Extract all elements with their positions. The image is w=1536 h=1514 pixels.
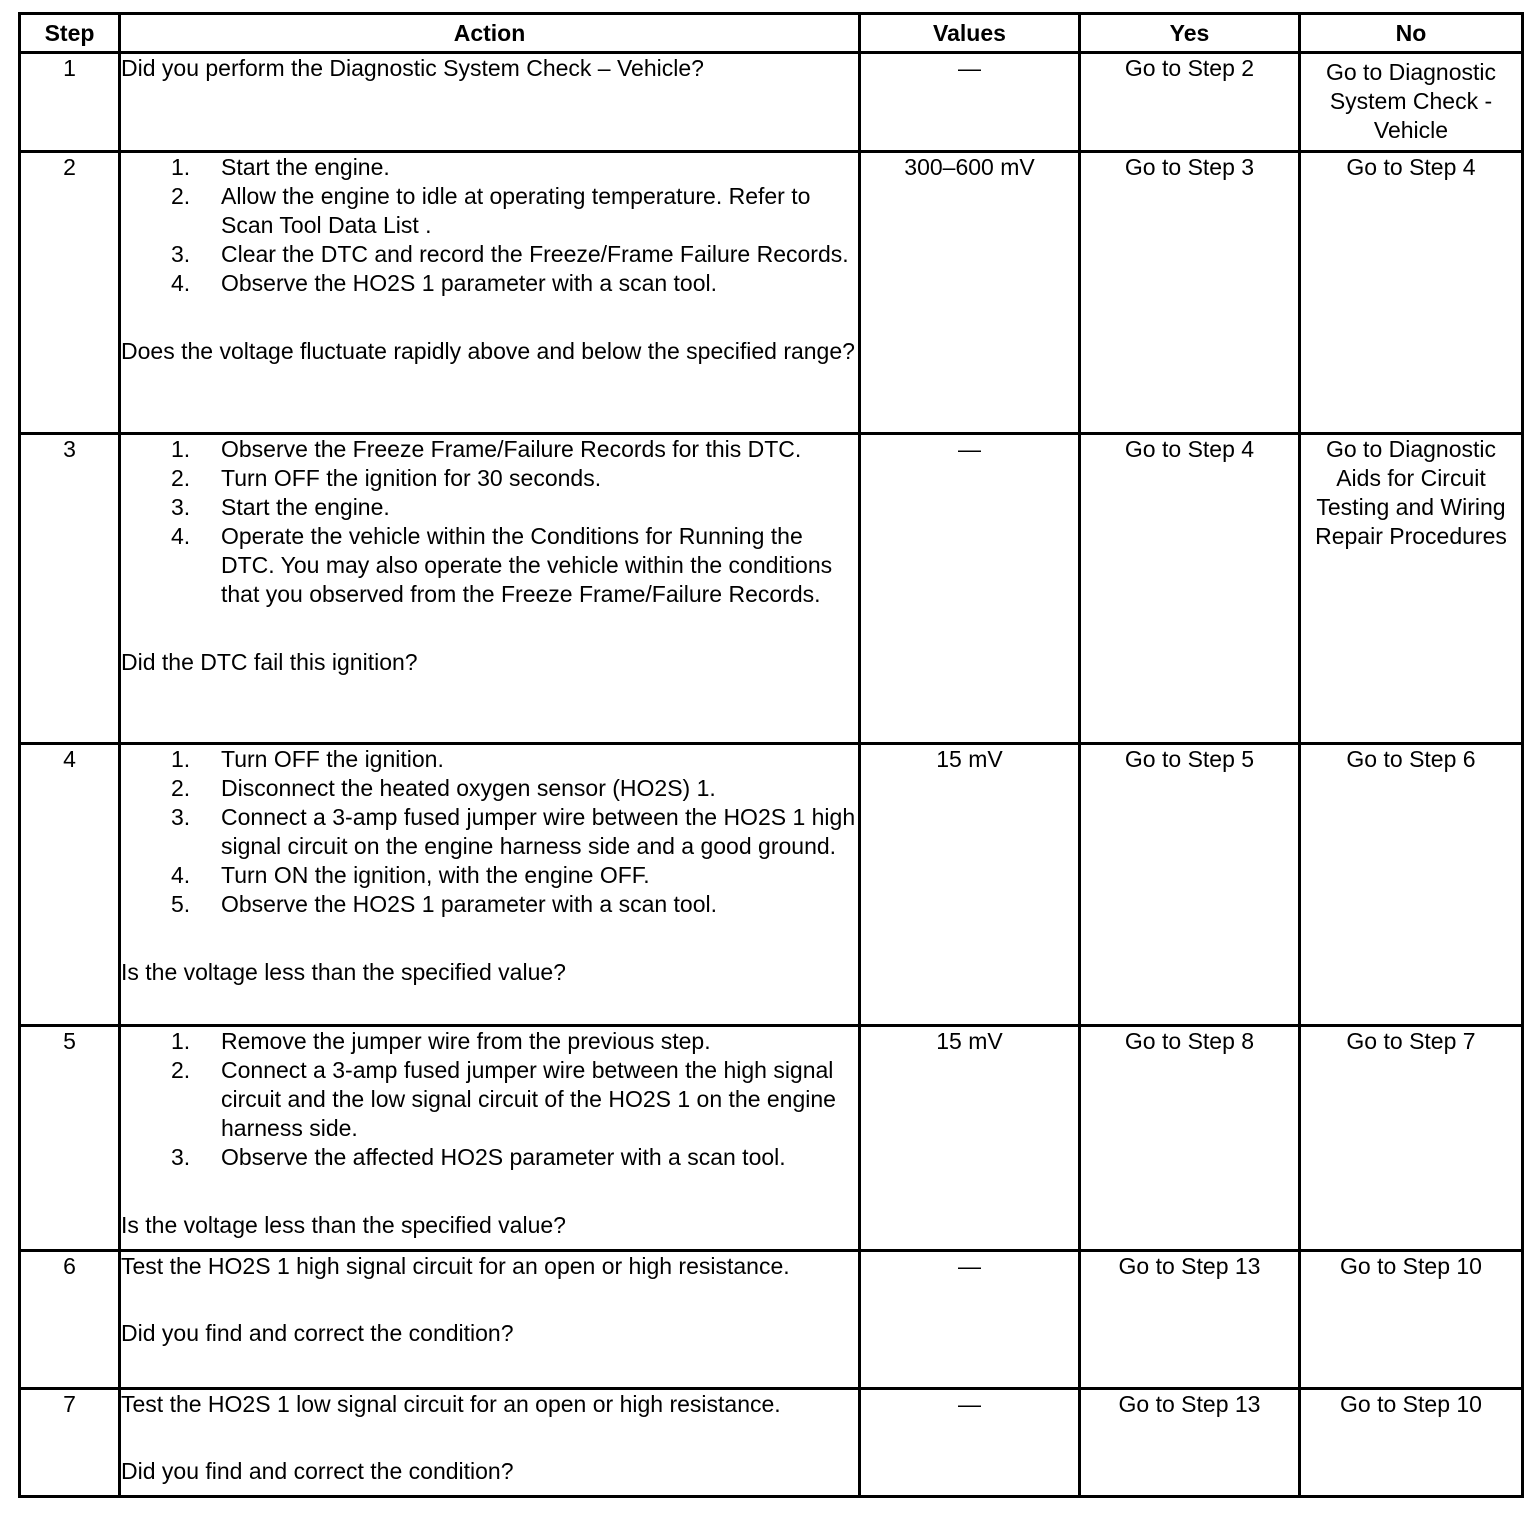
action-cell: [120, 152, 860, 434]
yes-cell: Go to Step 3: [1080, 152, 1300, 434]
yes-cell: Go to Step 5: [1080, 744, 1300, 1026]
list-item: 2. Disconnect the heated oxygen sensor (HO2S) 1.: [171, 775, 716, 801]
header-yes: Yes: [1080, 14, 1300, 53]
no-cell: Go to Step 4: [1300, 152, 1523, 434]
header-step: Step: [20, 14, 120, 53]
header-row: [20, 14, 1523, 53]
yes-cell: Go to Step 2: [1080, 53, 1300, 152]
step-number: 5: [20, 1026, 120, 1251]
list-item: 1. Observe the Freeze Frame/Failure Records for this DTC.: [171, 436, 802, 462]
header-values: Values: [860, 14, 1080, 53]
no-cell: Go to Step 6: [1300, 744, 1523, 1026]
list-item: 4. Turn ON the ignition, with the engine OFF.: [171, 862, 650, 888]
list-item: 3. Start the engine.: [171, 494, 390, 520]
yes-cell: Go to Step 8: [1080, 1026, 1300, 1251]
values-cell: 15 mV: [860, 1026, 1080, 1251]
table-row: [20, 1389, 1523, 1497]
action-cell: [120, 744, 860, 1026]
list-item: 4. Operate the vehicle within the Conditions for Running the DTC. You may also operate the vehicle within the conditions that you observed from the Freeze Frame/Failure Records.: [171, 523, 833, 607]
action-steps: [121, 153, 858, 298]
table-row: [20, 1251, 1523, 1389]
table-row: [20, 53, 1523, 152]
list-item: 3. Clear the DTC and record the Freeze/Frame Failure Records.: [171, 241, 849, 267]
list-item: 3. Connect a 3-amp fused jumper wire between the HO2S 1 high signal circuit on the engine harness side and a good ground.: [171, 804, 856, 859]
list-item: 1. Turn OFF the ignition.: [171, 746, 444, 772]
values-cell: —: [860, 434, 1080, 744]
table-row: [20, 1026, 1523, 1251]
action-steps: [121, 745, 858, 919]
action-cell: [120, 1026, 860, 1251]
yes-cell: Go to Step 4: [1080, 434, 1300, 744]
no-cell: [1300, 53, 1523, 152]
action-question: Does the voltage fluctuate rapidly above and below the specified range?: [121, 338, 855, 364]
action-cell: [120, 1389, 860, 1497]
no-cell: [1300, 434, 1523, 744]
action-question: Did you find and correct the condition?: [121, 1320, 514, 1346]
list-item: 2. Turn OFF the ignition for 30 seconds.: [171, 465, 602, 491]
step-number: 1: [20, 53, 120, 152]
action-steps: [121, 435, 858, 609]
step-number: 2: [20, 152, 120, 434]
action-question: Is the voltage less than the specified value?: [121, 959, 566, 985]
action-cell: [120, 53, 860, 152]
action-steps: [121, 1027, 858, 1172]
list-item: 3. Observe the affected HO2S parameter with a scan tool.: [171, 1144, 786, 1170]
step-number: 4: [20, 744, 120, 1026]
table-row: [20, 744, 1523, 1026]
diagnostic-table: [18, 12, 1524, 1498]
table-row: [20, 152, 1523, 434]
yes-cell: Go to Step 13: [1080, 1389, 1300, 1497]
values-cell: —: [860, 1251, 1080, 1389]
step-number: 7: [20, 1389, 120, 1497]
step-number: 3: [20, 434, 120, 744]
action-cell: [120, 434, 860, 744]
list-item: 4. Observe the HO2S 1 parameter with a scan tool.: [171, 270, 718, 296]
yes-cell: Go to Step 13: [1080, 1251, 1300, 1389]
list-item: 1. Start the engine.: [171, 154, 390, 180]
values-cell: —: [860, 53, 1080, 152]
no-cell: Go to Step 10: [1300, 1251, 1523, 1389]
no-cell: Go to Step 10: [1300, 1389, 1523, 1497]
action-intro: Test the HO2S 1 high signal circuit for an open or high resistance.: [121, 1253, 790, 1279]
list-item: 1. Remove the jumper wire from the previous step.: [171, 1028, 711, 1054]
action-intro: Did you perform the Diagnostic System Check – Vehicle?: [121, 55, 704, 81]
header-no: No: [1300, 14, 1523, 53]
values-cell: 15 mV: [860, 744, 1080, 1026]
step-number: 6: [20, 1251, 120, 1389]
list-item: 5. Observe the HO2S 1 parameter with a scan tool.: [171, 891, 718, 917]
action-intro: Test the HO2S 1 low signal circuit for an open or high resistance.: [121, 1391, 781, 1417]
action-question: Is the voltage less than the specified value?: [121, 1212, 566, 1238]
header-action: Action: [120, 14, 860, 53]
values-cell: —: [860, 1389, 1080, 1497]
values-cell: 300–600 mV: [860, 152, 1080, 434]
list-item: 2. Connect a 3-amp fused jumper wire between the high signal circuit and the low signal circuit of the HO2S 1 on the engine harness side.: [171, 1057, 836, 1141]
list-item: 2. Allow the engine to idle at operating temperature. Refer to Scan Tool Data List .: [171, 183, 811, 238]
no-text: Go to Diagnostic Aids for Circuit Testing and Wiring Repair Procedures: [1315, 436, 1507, 549]
action-question: Did you find and correct the condition?: [121, 1458, 514, 1484]
action-cell: [120, 1251, 860, 1389]
action-question: Did the DTC fail this ignition?: [121, 649, 418, 675]
no-text: Go to Diagnostic System Check - Vehicle: [1325, 59, 1497, 143]
table-row: [20, 434, 1523, 744]
no-cell: Go to Step 7: [1300, 1026, 1523, 1251]
